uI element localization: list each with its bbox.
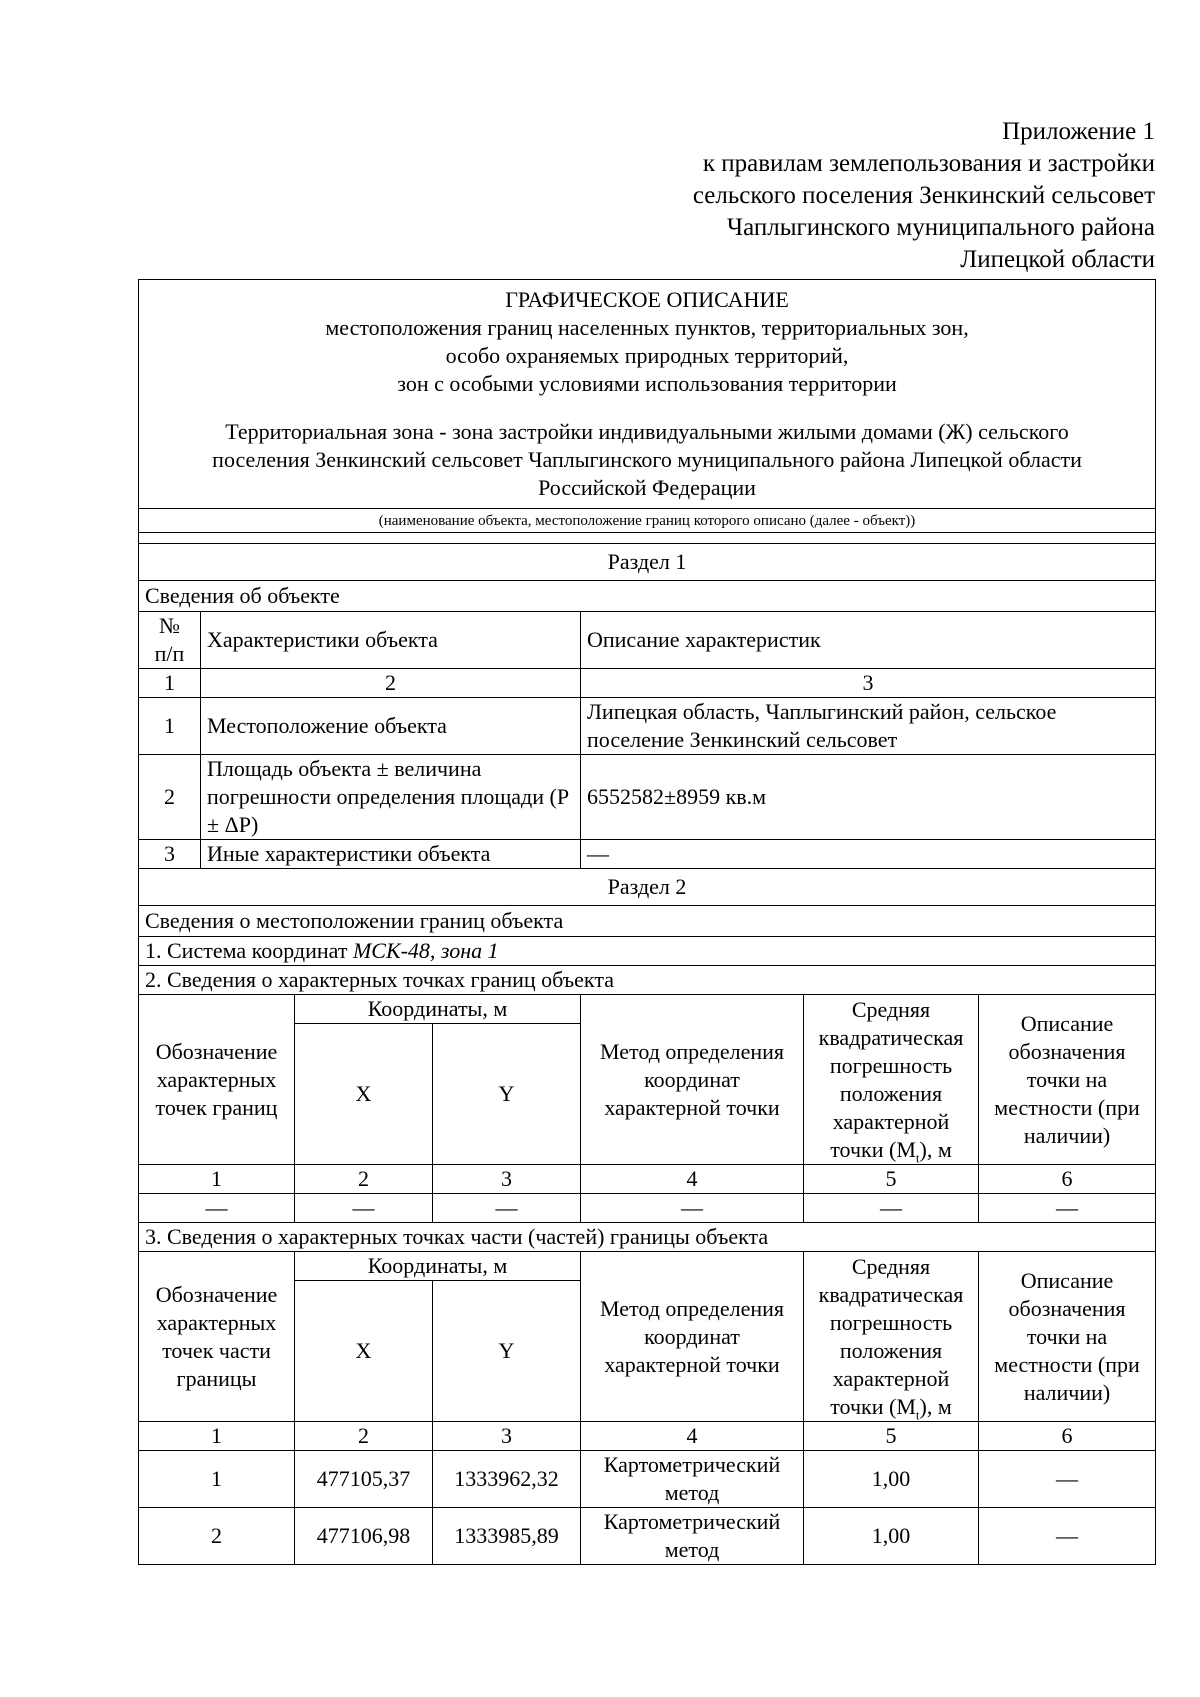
graphic-description-table <box>138 279 1156 1565</box>
appendix-line: Приложение 1 <box>1002 118 1155 145</box>
col-error-text: Средняя квадратическая погрешность положения характерной точки (M <box>818 1253 964 1419</box>
method: Картометрический метод <box>581 1451 804 1508</box>
index-cell: 2 <box>295 1422 433 1451</box>
title-subline: местоположения границ населенных пунктов, территориальных зон, <box>325 315 969 340</box>
col-error-text: Средняя квадратическая погрешность положения характерной точки (M <box>818 996 964 1162</box>
char-name: Местоположение объекта <box>201 698 581 755</box>
blank-row <box>139 533 1156 544</box>
col-error-header <box>804 995 979 1165</box>
point-description: — <box>979 1451 1156 1508</box>
object-name-line: поселения Зенкинский сельсовет Чаплыгинского муниципального района Липецкой области <box>212 447 1082 472</box>
title-subline: особо охраняемых природных территорий, <box>445 343 849 368</box>
col-points-header: Обозначение характерных точек границ <box>139 995 295 1165</box>
col-points-part-header: Обозначение характерных точек части границы <box>139 1252 295 1422</box>
empty-cell: — <box>295 1194 433 1223</box>
col-num-line: № <box>159 613 180 638</box>
document-title-block <box>139 280 1156 509</box>
index-cell: 5 <box>804 1422 979 1451</box>
col-method-header: Метод определения координат характерной точки <box>581 995 804 1165</box>
col-y-header: Y <box>433 1281 581 1422</box>
index-cell: 4 <box>581 1165 804 1194</box>
section2-title: Раздел 2 <box>139 869 1156 906</box>
section2-subtitle: Сведения о местоположении границ объекта <box>139 906 1156 937</box>
method: Картометрический метод <box>581 1508 804 1565</box>
col-coords-header: Координаты, м <box>295 1252 581 1281</box>
col-char-header: Характеристики объекта <box>201 612 581 669</box>
empty-cell: — <box>433 1194 581 1223</box>
coord-sys-value: МСК-48, зона 1 <box>352 938 499 963</box>
table-row <box>139 1508 1156 1565</box>
row-number: 2 <box>139 755 201 840</box>
col-description-header: Описание обозначения точки на местности (при наличии) <box>979 995 1156 1165</box>
index-cell: 1 <box>139 669 201 698</box>
coord-sys-prefix: 1. Система координат <box>145 938 353 963</box>
col-error-tail: ), м <box>919 1393 952 1419</box>
appendix-line: Чаплыгинского муниципального района <box>726 214 1155 241</box>
appendix-header <box>693 116 1155 276</box>
index-cell: 4 <box>581 1422 804 1451</box>
empty-cell: — <box>139 1194 295 1223</box>
index-cell: 6 <box>979 1165 1156 1194</box>
index-cell: 3 <box>433 1165 581 1194</box>
coord-x: 477105,37 <box>295 1451 433 1508</box>
document-title: ГРАФИЧЕСКОЕ ОПИСАНИЕ <box>505 287 789 312</box>
col-error-header <box>804 1252 979 1422</box>
object-caption: (наименование объекта, местоположение границ которого описано (далее - объект)) <box>139 509 1156 533</box>
points-title: 2. Сведения о характерных точках границ объекта <box>139 966 1156 995</box>
coord-y: 1333962,32 <box>433 1451 581 1508</box>
point-description: — <box>979 1508 1156 1565</box>
empty-cell: — <box>804 1194 979 1223</box>
row-number: 1 <box>139 698 201 755</box>
col-coords-header: Координаты, м <box>295 995 581 1024</box>
index-cell: 1 <box>139 1422 295 1451</box>
coordinate-system <box>139 937 1156 966</box>
index-cell: 5 <box>804 1165 979 1194</box>
error: 1,00 <box>804 1451 979 1508</box>
parts-title: 3. Сведения о характерных точках части (частей) границы объекта <box>139 1223 1156 1252</box>
char-value: — <box>581 840 1156 869</box>
object-name-line: Территориальная зона - зона застройки индивидуальными жилыми домами (Ж) сельского <box>225 419 1069 444</box>
char-value: 6552582±8959 кв.м <box>581 755 1156 840</box>
section1-title: Раздел 1 <box>139 544 1156 581</box>
index-cell: 3 <box>433 1422 581 1451</box>
col-description-header: Описание обозначения точки на местности (при наличии) <box>979 1252 1156 1422</box>
title-subline: зон с особыми условиями использования территории <box>397 371 897 396</box>
col-num-header <box>139 612 201 669</box>
index-cell: 1 <box>139 1165 295 1194</box>
table-row <box>139 1451 1156 1508</box>
point-id: 1 <box>139 1451 295 1508</box>
col-y-header: Y <box>433 1024 581 1165</box>
error: 1,00 <box>804 1508 979 1565</box>
col-error-sub: t <box>915 1406 920 1422</box>
col-method-header: Метод определения координат характерной точки <box>581 1252 804 1422</box>
char-value: Липецкая область, Чаплыгинский район, сельское поселение Зенкинский сельсовет <box>581 698 1156 755</box>
index-cell: 6 <box>979 1422 1156 1451</box>
col-desc-header: Описание характеристик <box>581 612 1156 669</box>
coord-y: 1333985,89 <box>433 1508 581 1565</box>
col-error-sub: t <box>915 1149 920 1165</box>
col-x-header: X <box>295 1024 433 1165</box>
empty-cell: — <box>581 1194 804 1223</box>
index-cell: 2 <box>201 669 581 698</box>
appendix-line: Липецкой области <box>960 246 1155 273</box>
col-x-header: X <box>295 1281 433 1422</box>
appendix-line: сельского поселения Зенкинский сельсовет <box>692 182 1155 209</box>
section1-subtitle: Сведения об объекте <box>139 581 1156 612</box>
index-cell: 3 <box>581 669 1156 698</box>
row-number: 3 <box>139 840 201 869</box>
coord-x: 477106,98 <box>295 1508 433 1565</box>
appendix-line: к правилам землепользования и застройки <box>702 150 1155 177</box>
object-name-line: Российской Федерации <box>538 475 756 500</box>
char-name: Иные характеристики объекта <box>201 840 581 869</box>
index-cell: 2 <box>295 1165 433 1194</box>
empty-cell: — <box>979 1194 1156 1223</box>
char-name: Площадь объекта ± величина погрешности определения площади (P ± ΔP) <box>201 755 581 840</box>
col-error-tail: ), м <box>919 1136 952 1162</box>
point-id: 2 <box>139 1508 295 1565</box>
col-num-line: п/п <box>154 641 185 666</box>
